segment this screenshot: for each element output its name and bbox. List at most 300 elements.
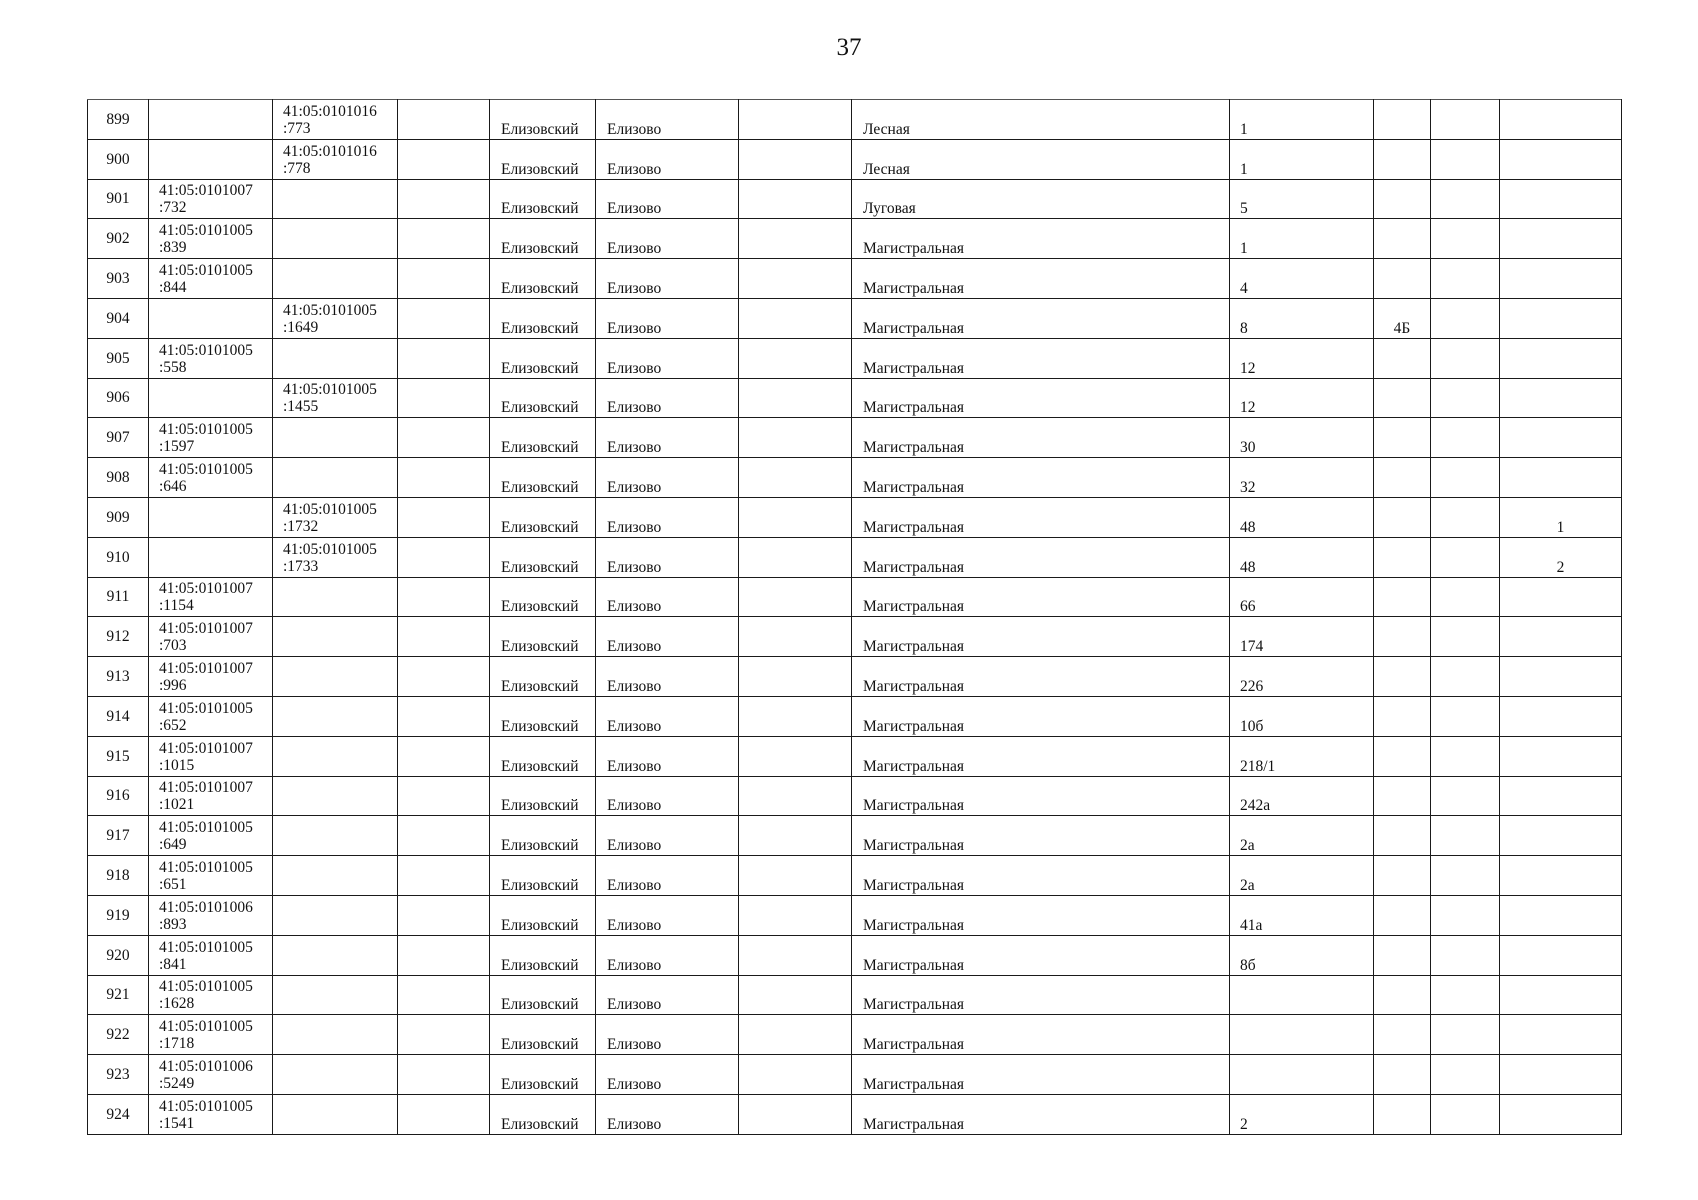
apartment-cell (1500, 179, 1622, 219)
region-cell (490, 179, 596, 219)
extra-cell (1431, 418, 1500, 458)
cadastral-land-prefix: 41:05:0101007 (159, 739, 253, 757)
street-name: Магистральная (863, 478, 965, 496)
row-number: 920 (106, 946, 130, 964)
street-name: Магистральная (863, 1075, 965, 1093)
table-row (88, 895, 1622, 935)
region-name: Елизовский (501, 160, 579, 178)
street-name: Магистральная (863, 359, 965, 377)
region-name: Елизовский (501, 638, 579, 656)
extra-cell (1431, 895, 1500, 935)
house-cell (1230, 895, 1374, 935)
cadastral-land-suffix: :1154 (159, 597, 194, 615)
table-row (88, 736, 1622, 776)
extra-cell (1431, 657, 1500, 697)
row-number: 913 (106, 668, 130, 686)
city-name: Елизово (607, 439, 662, 457)
empty-cell (398, 776, 490, 816)
region-name: Елизовский (501, 319, 579, 337)
row-number: 922 (106, 1026, 130, 1044)
cadastral-land-prefix: 41:05:0101007 (159, 580, 253, 598)
empty-cell (398, 179, 490, 219)
cadastral-building-cell (273, 458, 398, 498)
cadastral-building-cell (273, 219, 398, 259)
cadastral-land-suffix: :1628 (159, 995, 195, 1013)
apartment-cell (1500, 696, 1622, 736)
cadastral-land-cell (149, 418, 273, 458)
house-number: 1 (1240, 240, 1248, 258)
row-number-cell (88, 259, 149, 299)
street-cell (852, 1015, 1230, 1055)
building-cell (1374, 100, 1431, 140)
street-cell (852, 298, 1230, 338)
street-cell (852, 696, 1230, 736)
city-name: Елизово (607, 1075, 662, 1093)
building-cell (1374, 179, 1431, 219)
house-cell (1230, 816, 1374, 856)
street-cell (852, 895, 1230, 935)
cadastral-building-suffix: :1732 (283, 517, 319, 535)
cadastral-building-cell (273, 975, 398, 1015)
apartment-cell (1500, 975, 1622, 1015)
house-number: 32 (1240, 478, 1256, 496)
cadastral-land-cell (149, 856, 273, 896)
cadastral-building-cell (273, 338, 398, 378)
extra-cell (1431, 100, 1500, 140)
cadastral-building-suffix: :1733 (283, 557, 319, 575)
city-cell (596, 179, 739, 219)
region-cell (490, 1094, 596, 1134)
table-row (88, 497, 1622, 537)
apartment-cell (1500, 657, 1622, 697)
house-number: 226 (1240, 677, 1264, 695)
street-cell (852, 259, 1230, 299)
house-cell (1230, 497, 1374, 537)
table-row (88, 418, 1622, 458)
row-number-cell (88, 736, 149, 776)
empty-cell (398, 975, 490, 1015)
street-cell (852, 139, 1230, 179)
street-name: Магистральная (863, 837, 965, 855)
row-number: 916 (106, 787, 130, 805)
cadastral-land-prefix: 41:05:0101005 (159, 421, 253, 439)
region-name: Елизовский (501, 1075, 579, 1093)
city-cell (596, 219, 739, 259)
extra-cell (1431, 776, 1500, 816)
apartment-cell (1500, 935, 1622, 975)
building-cell (1374, 935, 1431, 975)
house-number: 2а (1240, 837, 1255, 855)
empty-cell (739, 975, 852, 1015)
city-cell (596, 418, 739, 458)
cadastral-land-prefix: 41:05:0101005 (159, 1018, 253, 1036)
cadastral-land-suffix: :1718 (159, 1035, 195, 1053)
city-cell (596, 856, 739, 896)
city-cell (596, 537, 739, 577)
city-name: Елизово (607, 319, 662, 337)
table-row (88, 856, 1622, 896)
table-row (88, 298, 1622, 338)
house-cell (1230, 856, 1374, 896)
row-number: 917 (106, 827, 130, 845)
empty-cell (739, 776, 852, 816)
region-cell (490, 537, 596, 577)
cadastral-building-prefix: 41:05:0101005 (283, 500, 377, 518)
region-name: Елизовский (501, 797, 579, 815)
street-name: Магистральная (863, 876, 965, 894)
cadastral-land-prefix: 41:05:0101005 (159, 222, 253, 240)
house-cell (1230, 776, 1374, 816)
street-cell (852, 617, 1230, 657)
region-name: Елизовский (501, 240, 579, 258)
city-name: Елизово (607, 717, 662, 735)
street-cell (852, 219, 1230, 259)
region-name: Елизовский (501, 518, 579, 536)
row-number-cell (88, 179, 149, 219)
house-cell (1230, 378, 1374, 418)
city-name: Елизово (607, 598, 662, 616)
building-cell (1374, 1015, 1431, 1055)
row-number: 914 (106, 707, 130, 725)
empty-cell (739, 418, 852, 458)
cadastral-building-cell (273, 935, 398, 975)
row-number: 921 (106, 986, 130, 1004)
empty-cell (398, 458, 490, 498)
building-cell (1374, 895, 1431, 935)
row-number-cell (88, 100, 149, 140)
cadastral-building-cell (273, 418, 398, 458)
empty-cell (739, 935, 852, 975)
empty-cell (398, 378, 490, 418)
cadastral-building-cell (273, 736, 398, 776)
region-name: Елизовский (501, 757, 579, 775)
extra-cell (1431, 458, 1500, 498)
region-cell (490, 935, 596, 975)
cadastral-land-suffix: :558 (159, 358, 187, 376)
region-cell (490, 975, 596, 1015)
cadastral-building-prefix: 41:05:0101016 (283, 102, 377, 120)
city-cell (596, 1015, 739, 1055)
cadastral-building-cell (273, 617, 398, 657)
apartment-number: 1 (1556, 518, 1565, 536)
street-name: Магистральная (863, 996, 965, 1014)
house-number: 174 (1240, 638, 1264, 656)
empty-cell (398, 418, 490, 458)
building-cell (1374, 736, 1431, 776)
cadastral-land-suffix: :844 (159, 278, 187, 296)
extra-cell (1431, 935, 1500, 975)
house-number: 30 (1240, 439, 1256, 457)
empty-cell (739, 736, 852, 776)
row-number-cell (88, 497, 149, 537)
street-name: Магистральная (863, 558, 965, 576)
empty-cell (739, 1094, 852, 1134)
city-name: Елизово (607, 757, 662, 775)
house-cell (1230, 1015, 1374, 1055)
row-number-cell (88, 776, 149, 816)
extra-cell (1431, 298, 1500, 338)
row-number-cell (88, 975, 149, 1015)
cadastral-land-cell (149, 975, 273, 1015)
empty-cell (398, 696, 490, 736)
empty-cell (739, 617, 852, 657)
table-row (88, 139, 1622, 179)
city-cell (596, 1055, 739, 1095)
extra-cell (1431, 497, 1500, 537)
cadastral-land-suffix: :996 (159, 676, 187, 694)
building-cell (1374, 776, 1431, 816)
cadastral-building-suffix: :773 (283, 119, 311, 137)
street-cell (852, 497, 1230, 537)
cadastral-building-cell (273, 1055, 398, 1095)
building-cell (1374, 378, 1431, 418)
cadastral-land-cell (149, 139, 273, 179)
region-cell (490, 1015, 596, 1055)
extra-cell (1431, 577, 1500, 617)
region-cell (490, 856, 596, 896)
region-cell (490, 577, 596, 617)
region-cell (490, 696, 596, 736)
cadastral-land-suffix: :651 (159, 875, 187, 893)
region-cell (490, 298, 596, 338)
street-name: Магистральная (863, 1036, 965, 1054)
empty-cell (739, 259, 852, 299)
region-name: Елизовский (501, 956, 579, 974)
cadastral-land-prefix: 41:05:0101005 (159, 978, 253, 996)
row-number: 899 (106, 110, 130, 128)
extra-cell (1431, 617, 1500, 657)
building-cell (1374, 537, 1431, 577)
empty-cell (739, 816, 852, 856)
cadastral-building-cell (273, 179, 398, 219)
region-cell (490, 458, 596, 498)
cadastral-land-prefix: 41:05:0101005 (159, 938, 253, 956)
row-number-cell (88, 418, 149, 458)
region-cell (490, 895, 596, 935)
row-number: 918 (106, 867, 130, 885)
house-number: 48 (1240, 518, 1256, 536)
table-row (88, 617, 1622, 657)
street-cell (852, 816, 1230, 856)
row-number-cell (88, 1094, 149, 1134)
house-cell (1230, 657, 1374, 697)
cadastral-land-suffix: :652 (159, 716, 187, 734)
row-number: 902 (106, 230, 130, 248)
table-row (88, 975, 1622, 1015)
cadastral-land-cell (149, 298, 273, 338)
row-number: 911 (106, 588, 130, 606)
city-cell (596, 975, 739, 1015)
extra-cell (1431, 1094, 1500, 1134)
street-name: Магистральная (863, 956, 965, 974)
building-cell (1374, 458, 1431, 498)
city-cell (596, 1094, 739, 1134)
row-number-cell (88, 935, 149, 975)
empty-cell (398, 100, 490, 140)
row-number: 912 (106, 628, 130, 646)
cadastral-land-suffix: :1021 (159, 796, 195, 814)
extra-cell (1431, 378, 1500, 418)
apartment-cell (1500, 776, 1622, 816)
cadastral-land-suffix: :703 (159, 637, 187, 655)
table-row (88, 179, 1622, 219)
extra-cell (1431, 816, 1500, 856)
cadastral-building-prefix: 41:05:0101005 (283, 381, 377, 399)
row-number-cell (88, 856, 149, 896)
street-cell (852, 856, 1230, 896)
cadastral-building-cell (273, 497, 398, 537)
street-name: Лесная (863, 160, 910, 178)
apartment-cell (1500, 577, 1622, 617)
region-cell (490, 776, 596, 816)
street-name: Магистральная (863, 279, 965, 297)
empty-cell (739, 895, 852, 935)
row-number: 923 (106, 1066, 130, 1084)
cadastral-land-prefix: 41:05:0101005 (159, 341, 253, 359)
cadastral-building-suffix: :1649 (283, 318, 319, 336)
empty-cell (739, 219, 852, 259)
city-name: Елизово (607, 120, 662, 138)
house-number: 10б (1240, 717, 1264, 735)
empty-cell (398, 617, 490, 657)
house-cell (1230, 975, 1374, 1015)
cadastral-land-prefix: 41:05:0101006 (159, 1057, 253, 1075)
empty-cell (398, 816, 490, 856)
cadastral-land-suffix: :839 (159, 239, 187, 257)
street-cell (852, 537, 1230, 577)
table-row (88, 1015, 1622, 1055)
region-cell (490, 219, 596, 259)
city-name: Елизово (607, 837, 662, 855)
apartment-cell (1500, 856, 1622, 896)
street-name: Луговая (863, 200, 916, 218)
cadastral-land-cell (149, 1094, 273, 1134)
street-cell (852, 1094, 1230, 1134)
region-name: Елизовский (501, 200, 579, 218)
apartment-number: 2 (1556, 558, 1565, 576)
building-cell (1374, 577, 1431, 617)
empty-cell (398, 259, 490, 299)
apartment-cell (1500, 1015, 1622, 1055)
street-name: Магистральная (863, 439, 965, 457)
row-number: 908 (106, 469, 130, 487)
house-cell (1230, 537, 1374, 577)
house-cell (1230, 617, 1374, 657)
cadastral-land-suffix: :1597 (159, 438, 195, 456)
house-cell (1230, 1094, 1374, 1134)
street-name: Магистральная (863, 638, 965, 656)
street-name: Лесная (863, 120, 910, 138)
street-cell (852, 100, 1230, 140)
extra-cell (1431, 1015, 1500, 1055)
apartment-cell (1500, 219, 1622, 259)
street-cell (852, 975, 1230, 1015)
city-name: Елизово (607, 558, 662, 576)
house-number: 1 (1240, 160, 1248, 178)
city-cell (596, 816, 739, 856)
cadastral-land-cell (149, 617, 273, 657)
cadastral-land-cell (149, 1055, 273, 1095)
region-name: Елизовский (501, 279, 579, 297)
city-cell (596, 895, 739, 935)
cadastral-land-prefix: 41:05:0101006 (159, 898, 253, 916)
building-cell (1374, 696, 1431, 736)
row-number-cell (88, 895, 149, 935)
city-name: Елизово (607, 359, 662, 377)
cadastral-land-suffix: :841 (159, 955, 187, 973)
city-name: Елизово (607, 638, 662, 656)
street-name: Магистральная (863, 797, 965, 815)
region-cell (490, 418, 596, 458)
region-name: Елизовский (501, 876, 579, 894)
cadastral-building-cell (273, 1015, 398, 1055)
extra-cell (1431, 736, 1500, 776)
empty-cell (739, 298, 852, 338)
row-number-cell (88, 298, 149, 338)
house-number: 4 (1240, 279, 1248, 297)
empty-cell (739, 458, 852, 498)
cadastral-land-suffix: :646 (159, 477, 187, 495)
city-cell (596, 100, 739, 140)
house-cell (1230, 338, 1374, 378)
row-number: 901 (106, 190, 130, 208)
city-name: Елизово (607, 200, 662, 218)
table-row (88, 338, 1622, 378)
row-number: 904 (106, 309, 130, 327)
empty-cell (398, 219, 490, 259)
apartment-cell (1500, 537, 1622, 577)
row-number-cell (88, 696, 149, 736)
street-cell (852, 1055, 1230, 1095)
empty-cell (739, 338, 852, 378)
cadastral-land-prefix: 41:05:0101007 (159, 659, 253, 677)
row-number: 905 (106, 349, 130, 367)
row-number-cell (88, 338, 149, 378)
apartment-cell (1500, 617, 1622, 657)
row-number-cell (88, 537, 149, 577)
cadastral-building-cell (273, 816, 398, 856)
region-name: Елизовский (501, 677, 579, 695)
row-number: 907 (106, 429, 130, 447)
cadastral-land-prefix: 41:05:0101005 (159, 460, 253, 478)
building-cell (1374, 975, 1431, 1015)
region-name: Елизовский (501, 478, 579, 496)
apartment-cell (1500, 139, 1622, 179)
city-cell (596, 577, 739, 617)
building-cell (1374, 856, 1431, 896)
street-name: Магистральная (863, 916, 965, 934)
empty-cell (739, 100, 852, 140)
cadastral-land-cell (149, 895, 273, 935)
region-cell (490, 139, 596, 179)
table-row (88, 776, 1622, 816)
city-cell (596, 139, 739, 179)
city-name: Елизово (607, 478, 662, 496)
row-number-cell (88, 1015, 149, 1055)
building-number: 4Б (1393, 319, 1411, 337)
city-name: Елизово (607, 996, 662, 1014)
house-cell (1230, 696, 1374, 736)
cadastral-building-cell (273, 895, 398, 935)
street-cell (852, 736, 1230, 776)
building-cell (1374, 338, 1431, 378)
cadastral-land-suffix: :1541 (159, 1114, 195, 1132)
apartment-cell (1500, 259, 1622, 299)
cadastral-building-prefix: 41:05:0101005 (283, 301, 377, 319)
cadastral-building-cell (273, 378, 398, 418)
building-cell (1374, 139, 1431, 179)
apartment-cell (1500, 1055, 1622, 1095)
